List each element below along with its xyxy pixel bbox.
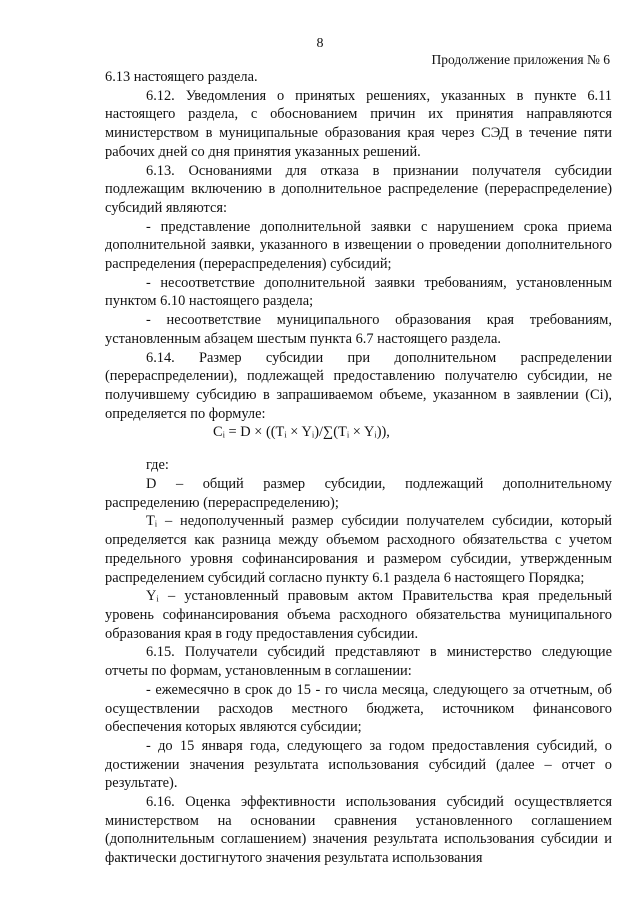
paragraph-6-13: 6.13. Основаниями для отказа в признании получателя субсидии подлежащим включению в дополнительное распределение (перераспределение) субсидий являются: [105, 162, 612, 216]
list-item-report-annual: - до 15 января года, следующего за годом предоставления субсидий, о достижении значения результата использования субсидий (далее – отчет о результате). [105, 737, 612, 792]
paragraph-6-15: 6.15. Получатели субсидий представляют в министерство следующие отчеты по формам, установленным в соглашении: [105, 644, 612, 680]
paragraph-6-16: 6.16. Оценка эффективности использования субсидий осуществляется министерством на основании сравнения установленного соглашением (дополнительным соглашением) значения результата использования субсидии и фактически достигнутого значения результата использования [105, 794, 612, 867]
paragraph-6-14: 6.14. Размер субсидии при дополнительном распределении (перераспределении), подлежащей предоставлению получателю субсидии, не получившему субсидию в запрашиваемом объеме, указанном в заявлении (Ci), определяется по формуле: [105, 349, 612, 422]
page-number: 8 [316, 36, 324, 51]
document-body [105, 68, 612, 868]
paragraph-continuation: 6.13 настоящего раздела. [105, 69, 258, 85]
formula-where-label: где: [146, 457, 169, 474]
list-item-refusal-3: - несоответствие муниципального образования края требованиям, установленным абзацем шестым пункта 6.7 настоящего раздела. [105, 312, 612, 347]
list-item-refusal-1: - представление дополнительной заявки с нарушением срока приема дополнительной заявки, указанного в извещении о проведении дополнительного распределения (перераспределения) субсидий; [105, 218, 612, 273]
formula-definition-d: D – общий размер субсидии, подлежащий дополнительному распределению (перераспределению); [105, 476, 612, 511]
list-item-refusal-2: - несоответствие дополнительной заявки требованиям, установленным пунктом 6.10 настоящего раздела; [105, 274, 612, 310]
formula-definition-t: Tᵢ – недополученный размер субсидии получателем субсидии, который определяется как разница между объемом расходного обязательства с учетом предельного уровня софинансирования и размером субсидии, утвержденным распределением субсидий согласно пункту 6.1 раздела 6 настоящего Порядка; [105, 513, 612, 586]
formula-definition-y: Yᵢ – установленный правовым актом Правительства края предельный уровень софинансирования объема расходного обязательства муниципального образования края в году предоставления субсидии. [105, 588, 612, 642]
subsidy-formula: Cᵢ = D × ((Tᵢ × Yᵢ)/∑(Tᵢ × Yᵢ)), [213, 424, 390, 441]
appendix-continuation-note: Продолжение приложения № 6 [431, 52, 610, 67]
list-item-report-monthly: - ежемесячно в срок до 15 - го числа месяца, следующего за отчетным, об осуществлении расходов местного бюджета, источником финансового обеспечения которых являются субсидии; [105, 681, 612, 736]
paragraph-6-12: 6.12. Уведомления о принятых решениях, указанных в пункте 6.11 настоящего раздела, с обоснованием причин их принятия направляются министерством в муниципальные образования края через СЭД в течение пяти рабочих дней со дня принятия указанных решений. [105, 87, 612, 160]
